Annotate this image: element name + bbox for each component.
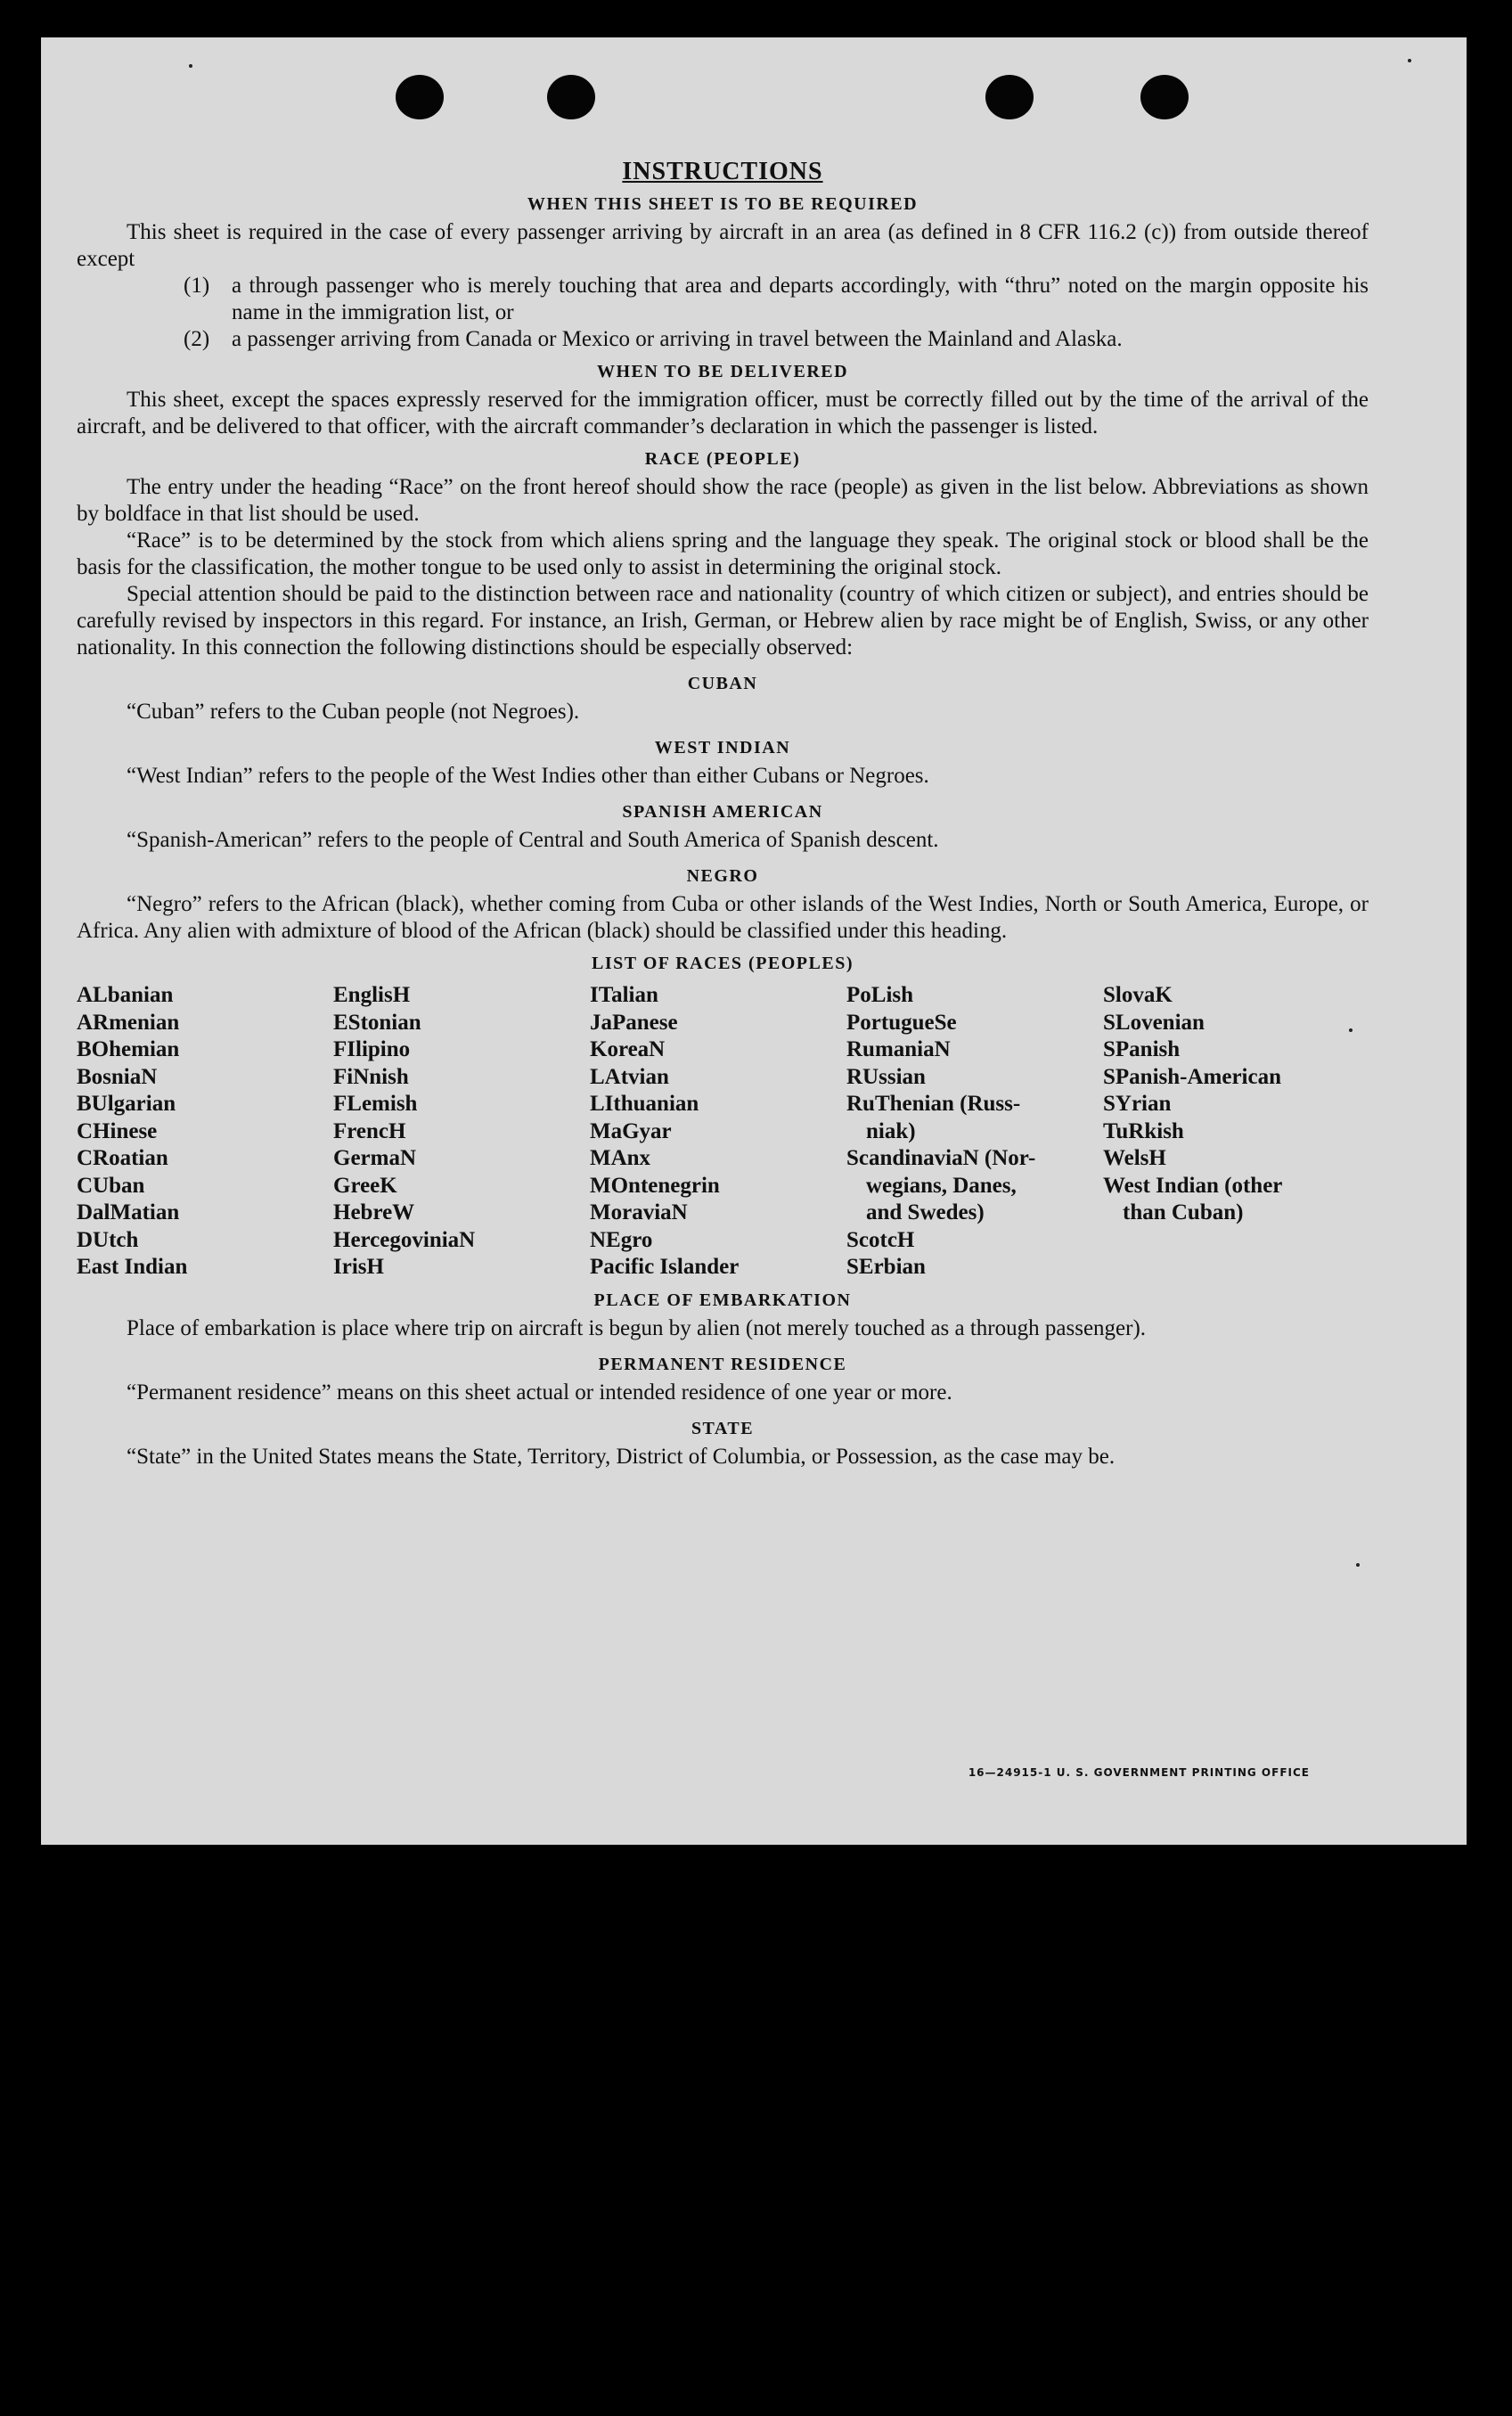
race-entry: ALbanian xyxy=(77,983,174,1007)
section-heading: RACE (PEOPLE) xyxy=(644,449,801,469)
section-heading: WEST INDIAN xyxy=(654,738,791,758)
race-entry: SPanish xyxy=(1103,1037,1181,1061)
speck xyxy=(189,64,192,68)
race-entry: BOhemian xyxy=(77,1037,180,1061)
paragraph: This sheet, except the spaces expressly reserved for the immigration officer, must be correctly filled out by the time of the arrival of the aircraft, and be delivered to that officer, with the aircraft commander’s declaration in which the passenger is listed. xyxy=(77,388,1369,438)
list-item xyxy=(184,273,1369,326)
race-entry: HebreW xyxy=(333,1200,415,1224)
paragraph: This sheet is required in the case of every passenger arriving by aircraft in an area (as defined in 8 CFR 116.2 (c)) from outside thereof except xyxy=(77,220,1369,271)
race-entry: EnglisH xyxy=(333,983,411,1007)
section-heading: WHEN TO BE DELIVERED xyxy=(596,362,849,381)
item-text: a through passenger who is merely touching that area and departs accordingly, with “thru” noted on the margin opposite his name in the immigration list, or xyxy=(232,274,1369,324)
section-heading: SPANISH AMERICAN xyxy=(622,802,823,822)
race-column xyxy=(846,982,1103,1282)
race-entry: CRoatian xyxy=(77,1146,168,1170)
race-entry: ARmenian xyxy=(77,1010,180,1035)
race-entry-continuation: wegians, Danes, xyxy=(866,1173,1017,1198)
race-entry: BosniaN xyxy=(77,1064,158,1089)
race-entry: WelsH xyxy=(1103,1146,1166,1170)
item-number: (1) xyxy=(184,274,210,298)
race-entry-continuation: and Swedes) xyxy=(866,1200,985,1224)
race-entry: NEgro xyxy=(590,1227,653,1252)
race-entry: EStonian xyxy=(333,1010,421,1035)
race-entry: East Indian xyxy=(77,1255,188,1279)
race-entry: CHinese xyxy=(77,1118,158,1143)
paragraph: “Permanent residence” means on this sheet actual or intended residence of one year or more. xyxy=(127,1380,952,1405)
paragraph: “State” in the United States means the State, Territory, District of Columbia, or Possession, as the case may be. xyxy=(127,1444,1116,1469)
race-entry: MAnx xyxy=(590,1146,651,1170)
race-entry: MaGyar xyxy=(590,1118,672,1143)
race-column xyxy=(590,982,846,1282)
race-entry: KoreaN xyxy=(590,1037,666,1061)
race-entry: RuThenian (Russ- xyxy=(846,1092,1021,1116)
race-entry: GreeK xyxy=(333,1173,397,1198)
race-entry: HercegoviniaN xyxy=(333,1227,476,1252)
race-entry: SErbian xyxy=(846,1255,926,1279)
race-entry: FrencH xyxy=(333,1118,406,1143)
race-entry: SPanish-American xyxy=(1103,1064,1281,1089)
race-column xyxy=(333,982,590,1282)
item-number: (2) xyxy=(184,327,210,351)
race-entry: Pacific Islander xyxy=(590,1255,740,1279)
race-entry: FIlipino xyxy=(333,1037,411,1061)
race-entry: JaPanese xyxy=(590,1010,678,1035)
race-entry: LAtvian xyxy=(590,1064,669,1089)
race-entry: MOntenegrin xyxy=(590,1173,720,1198)
item-text: a passenger arriving from Canada or Mexico or arriving in travel between the Mainland and Alaska. xyxy=(232,327,1123,351)
race-entry: West Indian (other xyxy=(1103,1173,1283,1198)
race-column xyxy=(77,982,333,1282)
race-entry: LIthuanian xyxy=(590,1092,699,1116)
race-entry: TuRkish xyxy=(1103,1118,1184,1143)
race-entry: SlovaK xyxy=(1103,983,1173,1007)
race-entry: FiNnish xyxy=(333,1064,409,1089)
paragraph: Place of embarkation is place where trip on aircraft is begun by alien (not merely touched as a through passenger). xyxy=(127,1315,1147,1340)
section-heading: NEGRO xyxy=(686,866,759,886)
race-entry: PoLish xyxy=(846,983,914,1007)
race-entry: PortugueSe xyxy=(846,1010,957,1035)
race-entry: DUtch xyxy=(77,1227,139,1252)
race-entry: FLemish xyxy=(333,1092,418,1116)
document-sheet xyxy=(41,37,1467,1845)
race-entry: IrisH xyxy=(333,1255,384,1279)
section-heading: PLACE OF EMBARKATION xyxy=(593,1290,852,1310)
punch-hole xyxy=(1140,75,1189,119)
punch-hole xyxy=(985,75,1034,119)
race-entry: ScotcH xyxy=(846,1227,915,1252)
race-entry: GermaN xyxy=(333,1146,417,1170)
race-entry: RUssian xyxy=(846,1064,926,1089)
punch-hole xyxy=(396,75,444,119)
race-entry: RumaniaN xyxy=(846,1037,951,1061)
speck xyxy=(1356,1563,1360,1567)
section-heading: CUBAN xyxy=(687,674,758,693)
list-item xyxy=(184,326,1369,353)
page-title: INSTRUCTIONS xyxy=(622,158,823,185)
printer-imprint: 16—24915-1 U. S. GOVERNMENT PRINTING OFFICE xyxy=(968,1766,1310,1779)
section-heading: PERMANENT RESIDENCE xyxy=(598,1354,847,1374)
section-heading: LIST OF RACES (PEOPLES) xyxy=(591,954,854,973)
race-entry: SLovenian xyxy=(1103,1010,1205,1035)
paragraph: “Race” is to be determined by the stock from which aliens spring and the language they speak. The original stock or blood shall be the basis for the classification, the mother tongue to be used only to assist in determining the original stock. xyxy=(77,528,1369,579)
paragraph: “Negro” refers to the African (black), whether coming from Cuba or other islands of the West Indies, North or South America, Europe, or Africa. Any alien with admixture of blood of the African (black) should be classified under this heading. xyxy=(77,892,1369,943)
section-heading: WHEN THIS SHEET IS TO BE REQUIRED xyxy=(527,194,919,214)
race-entry: BUlgarian xyxy=(77,1092,176,1116)
race-entry: MoraviaN xyxy=(590,1200,688,1224)
instructions-content xyxy=(77,159,1369,1470)
race-entry-continuation: than Cuban) xyxy=(1123,1200,1244,1224)
race-entry: ITalian xyxy=(590,983,658,1007)
race-entry: SYrian xyxy=(1103,1092,1172,1116)
paragraph: “West Indian” refers to the people of the West Indies other than either Cubans or Negroes. xyxy=(127,764,929,788)
race-entry: ScandinaviaN (Nor- xyxy=(846,1146,1036,1170)
paragraph: The entry under the heading “Race” on the front hereof should show the race (people) as given in the list below. Abbreviations as shown by boldface in that list should be used. xyxy=(77,475,1369,526)
race-entry: CUban xyxy=(77,1173,145,1198)
race-list xyxy=(77,982,1369,1282)
speck xyxy=(1408,59,1411,62)
paragraph: “Cuban” refers to the Cuban people (not Negroes). xyxy=(127,700,580,724)
paragraph: Special attention should be paid to the distinction between race and nationality (country of which citizen or subject), and entries should be carefully revised by inspectors in this regard. For instance, an Irish, German, or Hebrew alien by race might be of English, Swiss, or any other nationality. In this connection the following distinctions should be especially observed: xyxy=(77,582,1369,659)
race-entry-continuation: niak) xyxy=(866,1118,916,1143)
race-entry: DalMatian xyxy=(77,1200,180,1224)
section-heading: STATE xyxy=(691,1418,755,1438)
race-column xyxy=(1103,982,1360,1282)
state-block xyxy=(77,1444,1369,1470)
paragraph: “Spanish-American” refers to the people of Central and South America of Spanish descent. xyxy=(127,828,939,852)
punch-hole xyxy=(547,75,595,119)
